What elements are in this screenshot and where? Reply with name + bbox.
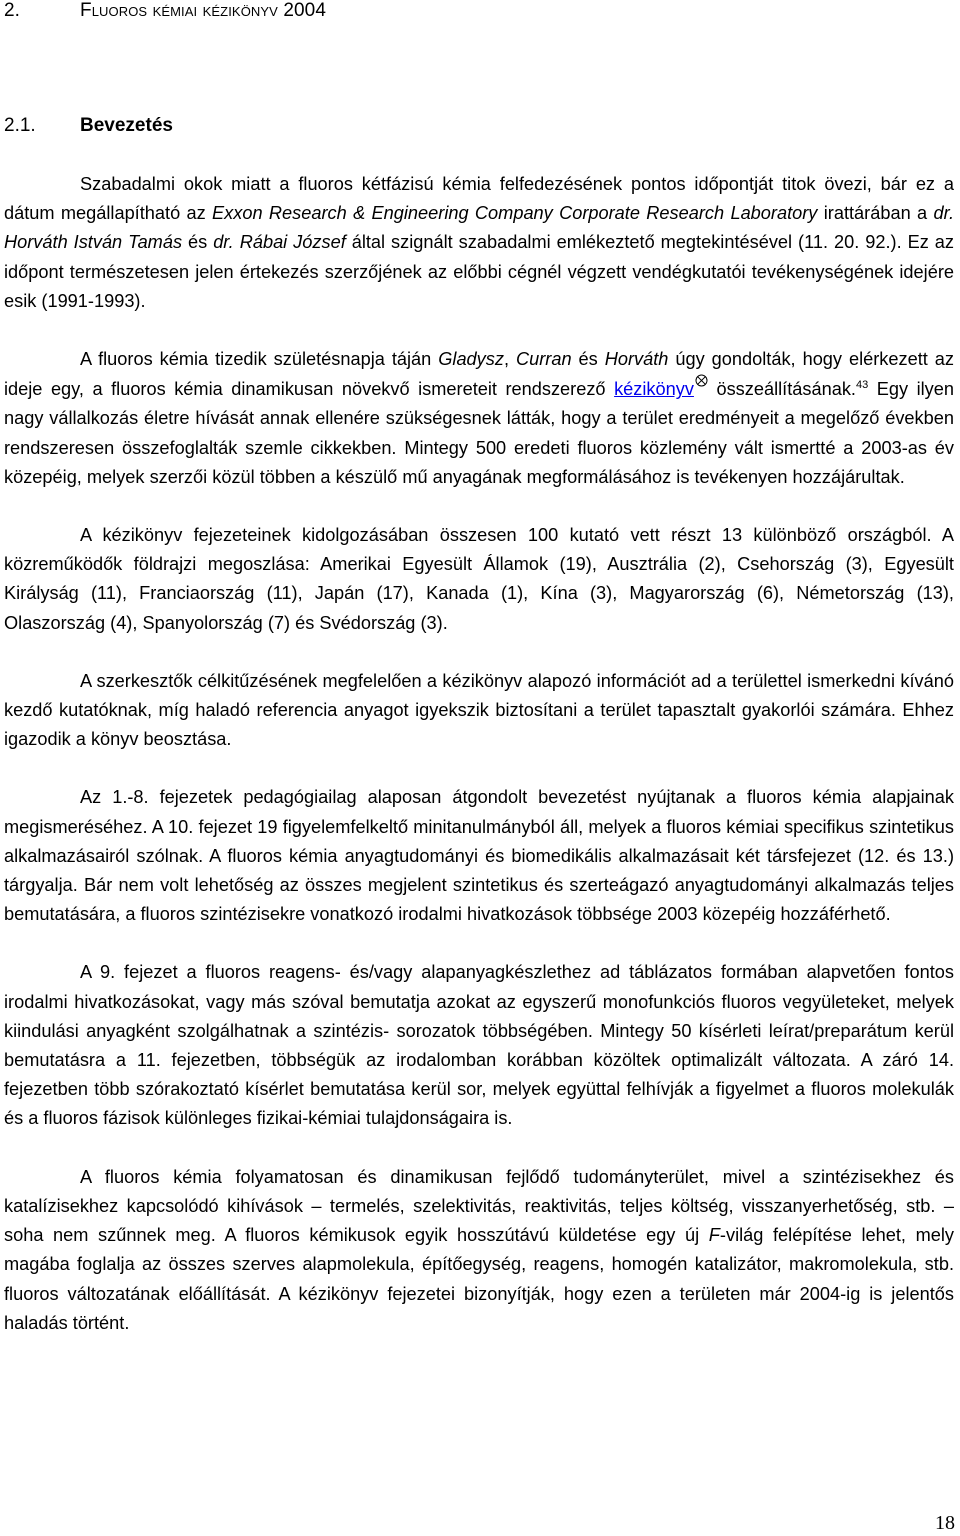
- text-run: és: [571, 349, 605, 370]
- text-run: A fluoros kémia tizedik születésnapja táján: [80, 349, 439, 370]
- section-heading: [4, 115, 173, 137]
- section-title: Bevezetés: [80, 115, 173, 136]
- person-name: Horváth: [604, 349, 669, 370]
- person-name: Gladysz: [438, 349, 504, 370]
- handbook-link[interactable]: kézikönyv: [614, 379, 694, 400]
- text-run: által szignált szabadalmi emlékeztető megtekintésével (11. 20. 92.). Ez az időpont természetesen jelen értekezés szerzőjének az előbbi cégnél végzett vendégkutatói tevékenységének idejére esik (1991-1993).: [4, 232, 954, 311]
- paragraph-3: A kézikönyv fejezeteinek kidolgozásában összesen 100 kutató vett részt 13 különböző országból. A közreműködők földrajzi megoszlása: Amerikai Egyesült Államok (19), Ausztrália (2), Csehország (3), Egyesült Királyság (11), Franciaország (11), Japán (17), Kanada (1), Kína (3), Magyarország (6), Németország (13), Olaszország (4), Spanyolország (7) és Svédország (3).: [4, 525, 954, 633]
- body-text: [4, 170, 954, 1367]
- text-run: ,: [503, 349, 516, 370]
- text-run: úgy gondolták, hogy elérkezett az ideje egy, a fluoros kémia dinamikusan növekvő ismereteit rendszerező: [4, 349, 955, 400]
- page-number: 18: [935, 1512, 955, 1534]
- paragraph-5: Az 1.-8. fejezetek pedagógiailag alaposan átgondolt bevezetést nyújtanak a fluoros kémia alapjainak megismeréséhez. A 10. fejezet 19 figyelemfelkeltő minitanulmányból áll, melyek a fluoros kémiai specifikus szintetikus alkalmazásairól szólnak. A fluoros kémia anyagtudományi és biomedikális alkalmazásait két társfejezet (12. és 13.) tárgyalja. Bár nem volt lehetőség az összes megjelent szintetikus és szerteágazó anyagtudományi alkalmazás teljes bemutatására, a fluoros szintézisekre vonatkozó irodalmi hivatkozások többsége 2003 közepéig hozzáférhető.: [4, 787, 954, 925]
- text-run: A fluoros kémia folyamatosan és dinamikusan fejlődő tudományterület, mivel a szintézisekhez és katalízisekhez kapcsolódó kihívások – termelés, szelektivitás, reaktivitás, teljes költség, visszanyerhetőség, stb. – soha nem szűnnek meg. A fluoros kémikusok egyik hosszútávú küldetése egy új: [4, 1166, 954, 1246]
- chapter-number: 2.: [4, 0, 21, 21]
- external-link-icon[interactable]: [695, 374, 708, 387]
- text-run: összeállításának.: [707, 379, 856, 400]
- text-run: Szabadalmi okok miatt a fluoros kétfázisú kémia felfedezésének pontos időpontját titok övezi, bár ez a dátum megállapítható az: [4, 174, 954, 224]
- section-number: 2.1.: [4, 115, 36, 136]
- text-run: és: [182, 232, 214, 253]
- person-name: dr. Horváth István Tamás: [4, 203, 955, 253]
- paragraph-7: [4, 1163, 954, 1338]
- italic-letter: F: [708, 1225, 720, 1246]
- paragraph-1: [4, 170, 954, 316]
- chapter-heading: [4, 0, 326, 22]
- chapter-title: Fluoros kémiai kézikönyv 2004: [80, 0, 326, 21]
- paragraph-2: [4, 345, 954, 492]
- paragraph-4: A szerkesztők célkitűzésének megfelelően a kézikönyv alapozó információt ad a területtel ismerkedni kívánó kezdő kutatóknak, míg haladó referencia anyagot igyekszik biztosítani a terület tapasztalt gyakorlói számára. Ehhez igazodik a könyv beosztása.: [4, 670, 954, 750]
- paragraph-6: A 9. fejezet a fluoros reagens- és/vagy alapanyagkészlethez ad táblázatos formában alapvetően fontos irodalmi hivatkozásokat, vagy más szóval bemutatja azokat az egyszerű monofunkciós fluoros vegyületeket, melyek kiindulási anyagként szolgálhatnak a szintézis- sorozatok többségében. Mintegy 50 kísérleti leírat/preparátum kerül bemutatásra a 11. fejezetben, többségük az irodalomban korábban közöltek optimalizált változata. A záró 14. fejezetben több szórakoztató kísérlet bemutatása kerül sor, melyek együttal felhívják a figyelmet a fluoros molekulák és a fluoros fázisok különleges fizikai-kémiai tulajdonságaira is.: [4, 962, 954, 1129]
- text-run: Egy ilyen nagy vállalkozás életre hívását annak ellenére szükségesnek látták, hogy a terület eredményeit a megelőző években rendszeresen összefoglalták szemle cikkekben. Mintegy 500 eredeti fluoros közlemény vált ismertté a 2003-as év közepéig, melyek szerzői közül többen a készülő mű anyagának megformálásához is tevékenyen hozzájárultak.: [4, 379, 954, 487]
- text-run: irattárában a: [817, 203, 934, 224]
- person-name: Curran: [515, 349, 572, 370]
- person-name: dr. Rábai József: [213, 232, 346, 253]
- text-run: -világ felépítése lehet, mely magába foglalja az összes szerves alapmolekula, építőegység, reagens, homogén katalizátor, makromolekula, stb. fluoros változatának előállítását. A kézikönyv fejezetei bizonyítják, hogy ezen a területen már 2004-ig is jelentős haladás történt.: [4, 1225, 954, 1333]
- reference-number: 43: [855, 379, 869, 392]
- company-name: Exxon Research & Engineering Company Corporate Research Laboratory: [212, 203, 818, 224]
